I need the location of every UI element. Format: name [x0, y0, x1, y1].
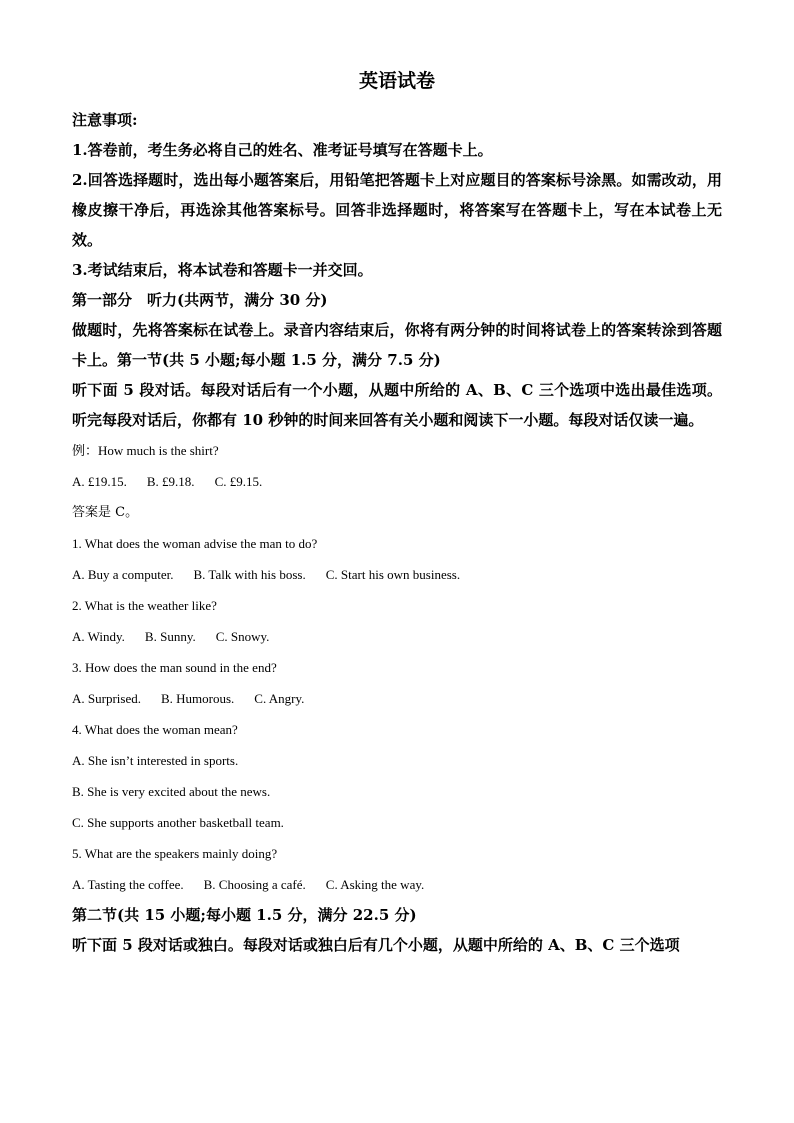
question-2: 2. What is the weather like?	[72, 598, 217, 613]
part1-heading: 第一部分 听力(共两节，满分 30 分)	[72, 291, 328, 309]
question-1: 1. What does the woman advise the man to do?	[72, 536, 318, 551]
exam-page	[72, 66, 722, 960]
option-a: A. Windy.	[72, 629, 125, 644]
question-4-option-c: C. She supports another basketball team.	[72, 815, 284, 830]
question-1-options	[72, 559, 722, 590]
option-b: B. £9.18.	[146, 474, 195, 489]
option-a: A. Tasting the coffee.	[72, 877, 184, 892]
page-title: 英语试卷	[358, 70, 435, 92]
option-c: C. £9.15.	[214, 474, 263, 489]
option-c: C. Asking the way.	[325, 877, 425, 892]
notice-item-3: 3.考试结束后，将本试卷和答题卡一并交回。	[72, 261, 373, 279]
example-question: 例：How much is the shirt?	[72, 443, 219, 458]
section2-instruction: 听下面 5 段对话或独白。每段对话或独白后有几个小题，从题中所给的 A、B、C 三个选项	[72, 936, 680, 954]
question-5-options	[72, 869, 722, 900]
option-a: A. £19.15.	[72, 474, 127, 489]
option-b: B. Choosing a café.	[203, 877, 306, 892]
section2-heading: 第二节(共 15 小题;每小题 1.5 分，满分 22.5 分)	[72, 906, 417, 924]
option-b: B. Sunny.	[144, 629, 196, 644]
notice-heading: 注意事项:	[72, 111, 138, 129]
part1-instruction: 做题时，先将答案标在试卷上。录音内容结束后，你将有两分钟的时间将试卷上的答案转涂到答题卡上。第一节(共 5 小题;每小题 1.5 分，满分 7.5 分)	[72, 321, 722, 369]
example-answer: 答案是 C。	[72, 505, 139, 520]
question-3-options	[72, 683, 722, 714]
question-4-option-b: B. She is very excited about the news.	[72, 784, 271, 799]
option-b: B. Talk with his boss.	[193, 567, 306, 582]
option-c: C. Snowy.	[215, 629, 270, 644]
option-a: A. Buy a computer.	[72, 567, 174, 582]
example-options	[72, 466, 722, 497]
section1-instruction: 听下面 5 段对话。每段对话后有一个小题，从题中所给的 A、B、C 三个选项中选出最佳选项。听完每段对话后，你都有 10 秒钟的时间来回答有关小题和阅读下一小题。每段对话仅读一遍。	[72, 381, 722, 429]
option-c: C. Angry.	[254, 691, 305, 706]
notice-item-1: 1.答卷前，考生务必将自己的姓名、准考证号填写在答题卡上。	[72, 141, 493, 159]
notice-item-2: 2.回答选择题时，选出每小题答案后，用铅笔把答题卡上对应题目的答案标号涂黑。如需改动，用橡皮擦干净后，再选涂其他答案标号。回答非选择题时，将答案写在答题卡上，写在本试卷上无效。	[72, 171, 722, 249]
option-b: B. Humorous.	[160, 691, 235, 706]
question-4-option-a: A. She isn’t interested in sports.	[72, 753, 239, 768]
question-5: 5. What are the speakers mainly doing?	[72, 846, 278, 861]
question-3: 3. How does the man sound in the end?	[72, 660, 277, 675]
question-4: 4. What does the woman mean?	[72, 722, 238, 737]
option-c: C. Start his own business.	[325, 567, 461, 582]
option-a: A. Surprised.	[72, 691, 141, 706]
question-2-options	[72, 621, 722, 652]
